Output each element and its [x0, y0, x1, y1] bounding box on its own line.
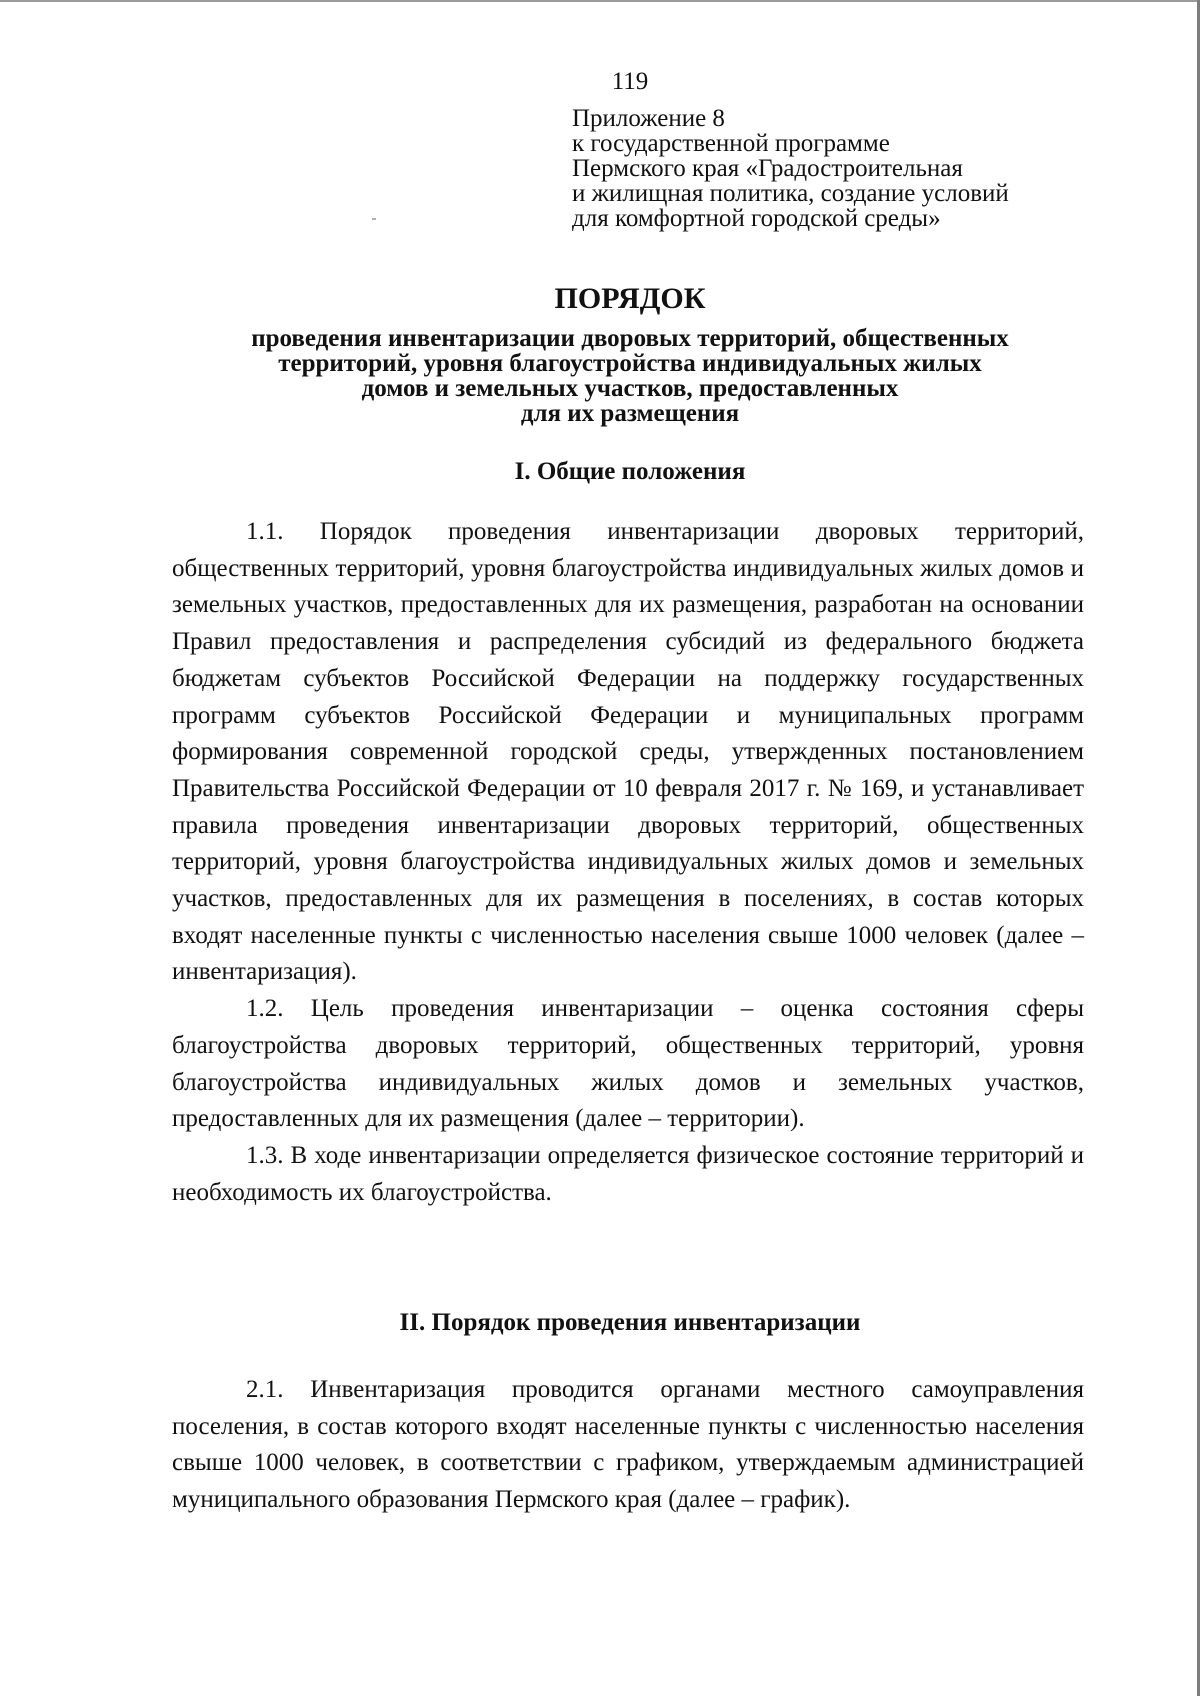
scan-speck — [372, 218, 376, 220]
section-2-body — [172, 1372, 1084, 1519]
appendix-line: к государственной программе — [572, 130, 890, 157]
appendix-line: и жилищная политика, создание условий — [572, 180, 1009, 207]
paragraph-1-1: 1.1. Порядок проведения инвентаризации дворовых территорий, общественных территорий, уровня благоустройства индивидуальных жилых домов и земельных участков, предоставленных для их размещения, разработан на основании Правил предоставления и распределения субсидий из федерального бюджета бюджетам субъектов Российской Федерации на поддержку государственных программ субъектов Российской Федерации и муниципальных программ формирования современной городской среды, утвержденных постановлением Правительства Российской Федерации от 10 февраля 2017 г. № 169, и устанавливает правила проведения инвентаризации дворовых территорий, общественных территорий, уровня благоустройства индивидуальных жилых домов и земельных участков, предоставленных для их размещения в поселениях, в состав которых входят населенные пункты с численностью населения свыше 1000 человек (далее – инвентаризация). — [172, 518, 1084, 986]
document-title: ПОРЯДОК — [554, 282, 706, 315]
section-1-body — [172, 514, 1084, 1211]
section-1-heading: I. Общие положения — [514, 458, 746, 485]
appendix-header — [572, 106, 1092, 231]
appendix-line: Приложение 8 — [572, 105, 725, 132]
subtitle-line: территорий, уровня благоустройства индивидуальных жилых — [278, 350, 982, 377]
appendix-line: Пермского края «Градостроительная — [572, 155, 963, 182]
subtitle-line: проведения инвентаризации дворовых территорий, общественных — [251, 325, 1009, 352]
document-subtitle — [0, 326, 1200, 426]
section-2-heading: II. Порядок проведения инвентаризации — [399, 1309, 861, 1336]
subtitle-line: для их размещения — [520, 400, 740, 427]
subtitle-line: домов и земельных участков, предоставленных — [361, 375, 899, 402]
paragraph-1-2: 1.2. Цель проведения инвентаризации – оценка состояния сферы благоустройства дворовых территорий, общественных территорий, уровня благоустройства индивидуальных жилых домов и земельных участков, предоставленных для их размещения (далее – территории). — [172, 995, 1084, 1133]
page-number: 119 — [611, 68, 649, 95]
appendix-line: для комфортной городской среды» — [572, 205, 941, 232]
scan-edge-top — [0, 0, 1200, 2]
paragraph-2-1: 2.1. Инвентаризация проводится органами местного самоуправления поселения, в состав которого входят населенные пункты с численностью населения свыше 1000 человек, в соответствии с графиком, утверждаемым администрацией муниципального образования Пермского края (далее – график). — [172, 1376, 1084, 1514]
paragraph-1-3: 1.3. В ходе инвентаризации определяется физическое состояние территорий и необходимость их благоустройства. — [172, 1141, 1084, 1206]
